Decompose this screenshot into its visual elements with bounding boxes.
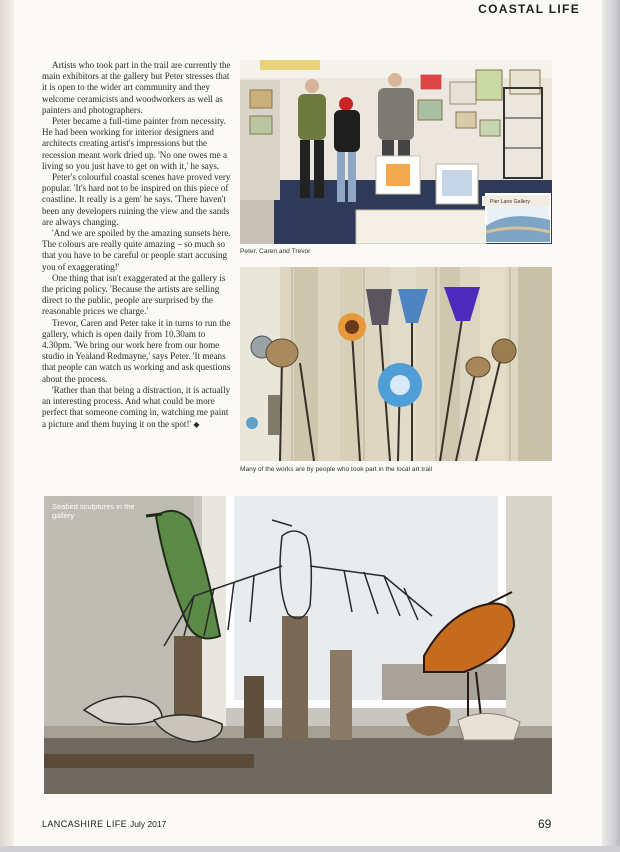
magazine-name: LANCASHIRE LIFE xyxy=(42,819,128,829)
page-edge-shadow xyxy=(602,0,620,852)
gallery-people-illustration xyxy=(240,60,552,244)
photo3-label: Seabird sculptures in the gallery xyxy=(52,502,135,520)
page-gutter-shadow xyxy=(0,0,14,852)
seabird-sculptures-photo xyxy=(44,496,552,794)
seabird-sculptures-illustration xyxy=(44,496,552,794)
article-body xyxy=(42,60,232,430)
footer-magazine xyxy=(42,819,166,829)
glass-flowers-photo xyxy=(240,267,552,461)
end-mark: ◆ xyxy=(193,419,200,429)
glass-flowers-illustration xyxy=(240,267,552,461)
sign-text: Pier Lane Gallery xyxy=(490,199,531,205)
article-paragraph: Trevor, Caren and Peter take it in turns to run the gallery, which is open daily from 10.30am to 4.30pm. 'We bring our work here from our home studio in Yealand Redmayne,' says Peter. 'It means that people can watch us working and ask questions about the process. xyxy=(42,317,231,384)
page-number: 69 xyxy=(538,817,552,831)
photo1-caption: Peter, Caren and Trevor xyxy=(240,248,311,255)
article-paragraph: 'And we are spoiled by the amazing sunsets here. The colours are really quite amazing – so much so that you have to be careful or people start accusing you of exaggerating!' xyxy=(42,228,231,272)
issue-date: July 2017 xyxy=(129,819,167,829)
page-bottom-edge xyxy=(0,846,620,852)
section-title: COASTAL LIFE xyxy=(478,2,580,16)
article-paragraph: One thing that isn't exaggerated at the gallery is the pricing policy. 'Because the artists are selling direct to the public, people are surprised by the reasonable prices we charge.' xyxy=(42,272,226,317)
article-paragraph: Artists who took part in the trail are currently the main exhibitors at the gallery but Peter stresses that it is open to the wider art community and they welcome ceramicists and woodworkers as well as painters and photographers. xyxy=(42,60,231,115)
article-paragraph: Peter became a full-time painter from necessity. He had been working for interior designers and architects creating artist's impressions but the recession meant work dried up. 'No one owes me a living so you just have to get on with it,' he says. xyxy=(42,116,227,171)
gallery-people-photo xyxy=(240,60,552,244)
article-paragraph xyxy=(42,385,232,430)
article-paragraph: Peter's colourful coastal scenes have proved very popular. 'It's hard not to be inspired on this piece of coastline. It really is a gem' he says. 'There haven't been any developers ruining the view and the sands are always changing. xyxy=(42,172,231,227)
article-paragraph-text: 'Rather than that being a distraction, it is actually an interesting process. And what could be more perfect that someone coming in, watching me paint a picture and them buying it on the spot!' xyxy=(42,384,231,429)
photo2-caption: Many of the works are by people who took part in the local art trail xyxy=(240,466,433,473)
